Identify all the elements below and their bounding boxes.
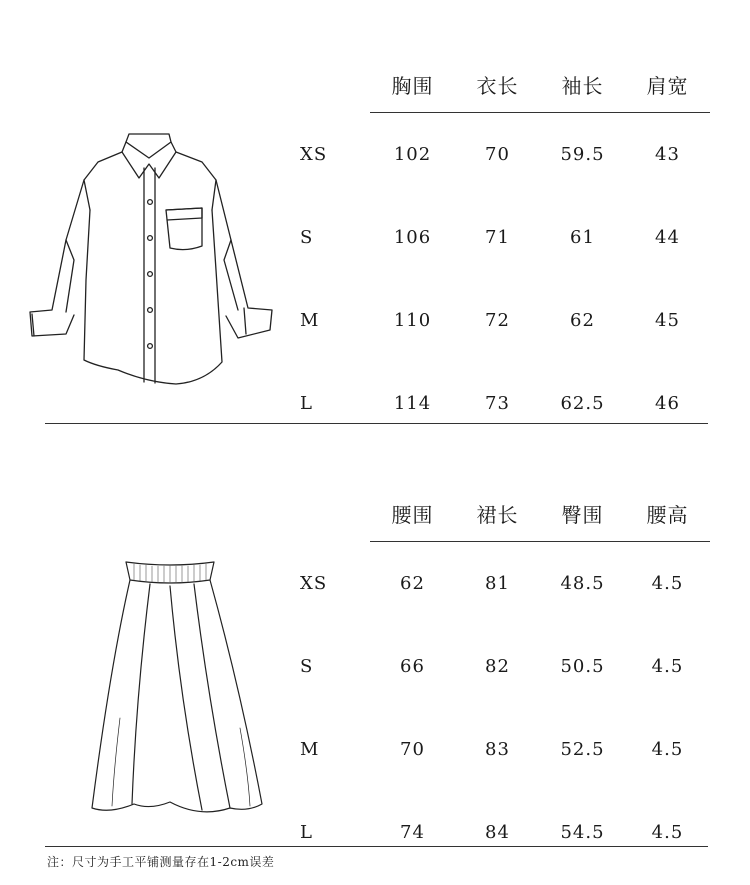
table-cell: 59.5 [560,144,605,165]
table-cell: 73 [485,393,510,414]
table-cell: 114 [393,393,432,414]
table-cell: 43 [655,144,680,165]
table-cell: 46 [655,393,680,414]
column-header: 衣长 [455,63,540,113]
table-cell: 4.5 [651,573,684,594]
table-cell: 102 [393,144,432,165]
size-label: L [300,393,313,414]
column-header: 肩宽 [625,63,710,113]
table-row [300,791,710,874]
table-cell: 45 [655,310,680,331]
table-row [300,196,710,279]
table-cell: 74 [400,822,425,843]
table-cell: 61 [570,227,595,248]
table-cell: 4.5 [651,656,684,677]
size-label: S [300,656,314,677]
table-cell: 72 [485,310,510,331]
size-label: XS [300,143,328,165]
shirt-size-section [0,0,750,430]
table-cell: 70 [485,144,510,165]
table-cell: 81 [485,573,510,594]
table-cell: 106 [393,227,432,248]
table-cell: 62 [400,573,425,594]
shirt-icon [26,130,276,390]
table-cell: 4.5 [651,822,684,843]
column-header: 臀围 [540,492,625,542]
table-header-row [300,492,710,542]
header-corner [300,492,370,542]
column-header: 腰围 [370,492,455,542]
measurement-note: 注：尺寸为手工平铺测量存在1-2cm误差 [47,855,275,869]
table-cell: 83 [485,739,510,760]
table-cell: 4.5 [651,739,684,760]
table-header-row [300,63,710,113]
table-row [300,113,710,197]
table-row [300,625,710,708]
header-corner [300,63,370,113]
skirt-icon [90,558,265,820]
size-label: M [300,739,320,760]
size-label: XS [300,572,328,594]
size-label: S [300,227,314,248]
table-row [300,542,710,626]
table-cell: 62 [570,310,595,331]
table-cell: 48.5 [560,573,605,594]
table-cell: 110 [393,310,432,331]
section-divider [45,423,708,424]
column-header: 腰高 [625,492,710,542]
section-divider [45,846,708,847]
shirt-size-table [300,63,710,445]
skirt-size-section [0,430,750,850]
table-cell: 82 [485,656,510,677]
column-header: 胸围 [370,63,455,113]
table-row [300,708,710,791]
table-cell: 44 [655,227,680,248]
column-header: 裙长 [455,492,540,542]
table-cell: 50.5 [560,656,605,677]
table-cell: 66 [400,656,425,677]
table-cell: 54.5 [560,822,605,843]
column-header: 袖长 [540,63,625,113]
table-cell: 62.5 [560,393,605,414]
skirt-size-table [300,492,710,874]
table-cell: 70 [400,739,425,760]
size-label: L [300,822,313,843]
table-cell: 84 [485,822,510,843]
table-cell: 71 [485,227,510,248]
table-cell: 52.5 [560,739,605,760]
table-row [300,279,710,362]
size-label: M [300,310,320,331]
